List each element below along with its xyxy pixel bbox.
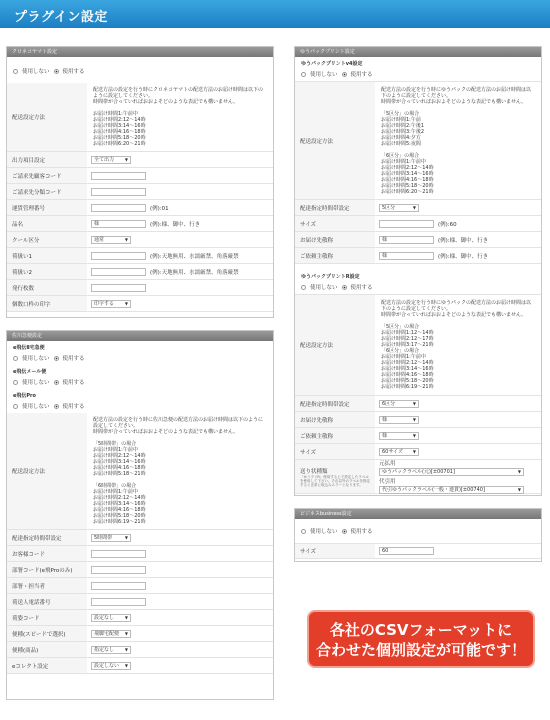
sagawa-desc: 配送方法の設定を行う時に佐川急便の配送方法のお届け時間は以下のように設定してください。 時間帯が合っていればおおよそどのような表記でも構いません。 「5時間帯」の場合 お届け時間1:午前中 お届け時間2:12〜14時 お届け時間3:14〜16時 お届け時間4:16〜18時 お届け時間5:18〜21時 「6時間帯」の場合 お届け時間1:午前中 お届け時間2:12〜14時 お届け時間3:14〜16時 お届け時間4:16〜18時 お届け時間5:18〜20時 お届け時間6:19〜21時 — [93, 417, 264, 525]
sagawa-row — [7, 658, 273, 674]
kuroneko-on-radio[interactable] — [54, 69, 59, 74]
yupack-v4-on-radio[interactable] — [342, 72, 347, 77]
sagawa-label: 荷姿コード — [7, 610, 87, 625]
sagawa-group-heading: e飛伝Pro — [13, 393, 36, 399]
kuroneko-label: 品名 — [7, 216, 87, 231]
sagawa-group-heading: e飛伝Ⅱ宅急便 — [13, 345, 45, 351]
sagawa-panel: 佐川急便設定 e飛伝Ⅱ宅急便 使用しない 使用する e飛伝メール便 使用しない 使用する e飛伝Pro 使用しない 使用する 配送設定方法 配送方法の設定を行う時に佐川急便の配送方法のお届け時間は以下のように設定してください。 時間帯が合っていればおおよそどのような表記でも構いません。 「5時間帯」の場合 お届け時間1:午前中 お届け時間2:12〜14時 お届け時間3:14〜16時 お届け時間4:16〜18時 お届け時間5:18〜21時 「6時間帯」の場合 お届け時間1:午前中 お届け時間2:12〜14時 お届け時間3:14〜16時 お届け時間4:16〜18時 お届け時間5:18〜20時 お届け時間6:19〜21時 配達指定時間帯設定 5時間帯 ▼ お客様コード 部署コード(e飛Proのみ) 部署・担当者 荷送人電話番号 荷姿コード 設定なし ▼ 便種(スピードで選択) 飛脚宅配便 ▼ 便種(商品) 指定なし ▼ eコレクト設定 設定しない ▼ — [6, 330, 274, 700]
business-title: ビジネスbusiness設定 — [295, 509, 541, 519]
kuroneko-row — [7, 152, 273, 168]
kuroneko-label: 運賃管理番号 — [7, 200, 87, 215]
yupack-v4-desc: 配送方法の設定を行う時にゆうパックの配送方法のお届け時間は以下のように設定してください。 時間帯が合っていればおおよそどのような表記でも構いません。 「5区分」の場合 お届け時間1:午前 お届け時間2:午後1 お届け時間3:午後2 お届け時間4:夕方 お届け時間5:夜間 「6区分」の場合 お届け時間1:午前中 お届け時間2:12〜14時 お届け時間3:14〜16時 お届け時間4:16〜18時 お届け時間5:18〜20時 お届け時間6:20〜21時 — [381, 86, 532, 195]
yupack-panel: ゆうパックプリント設定 ゆうパックプリントv4設定 使用しない 使用する 配送設定方法 配送方法の設定を行う時にゆうパックの配送方法のお届け時間は以下のように設定してください。 時間帯が合っていればおおよそどのような表記でも構いません。 「5区分」の場合 お届け時間1:午前 お届け時間2:午後1 お届け時間3:午後2 お届け時間4:夕方 お届け時間5:夜間 「6区分」の場合 お届け時間1:午前中 お届け時間2:12〜14時 お届け時間3:14〜16時 お届け時間4:16〜18時 お届け時間5:18〜20時 お届け時間6:20〜21時 配達指定時間帯設定 5区分 ▼ サイズ (例):60 お届け先敬称 様 (例):様、御中、行き ご依頼主敬称 様 (例):様、御中、行き ゆうパックプリントR設定 使用しない 使用する 配送設定方法 配送方法の設定を行う時にゆうパックの配送方法のお届け時間は以下のように設定してください。 時間帯が合っていればおおよそどのような表記でも構いません。 「5区分」の場合 お届け時間1:12〜14時 お届け時間2:12〜17時 お届け時間3:17〜21時 「6区分」の場合 お届け時間1:午前中 お届け時間2:12〜14時 お届け時間3:14〜16時 お届け時間4:16〜18時 お届け時間5:18〜20時 お届け時間6:19〜21時 配達指定時間帯設定 6区分 ▼ お届け先敬称 様 ▼ ご依頼主敬称 様 ▼ サイズ 60サイズ ▼ 送り状種類 「ゆうプリR」使用する上で設定したラベルを使用して下さい。それ以外のラベルを指定すると正常に取込みエラーとなります。 元払用 ゆうパックラベル(元)[±00701] ▼ 代引用 代引ゆうパックラベル(一般・連貫)[±00740] ▼ — [294, 46, 542, 496]
kuroneko-row — [7, 83, 273, 152]
sagawa-select[interactable]: 設定なし ▼ — [91, 614, 131, 622]
yupack-v4-select[interactable]: 5区分 ▼ — [379, 204, 419, 212]
sagawa-off-radio[interactable] — [13, 404, 18, 409]
sagawa-input[interactable] — [91, 550, 146, 558]
yupack-v4-row — [295, 232, 541, 248]
yupack-v4-row — [295, 248, 541, 264]
sagawa-select[interactable]: 指定なし ▼ — [91, 646, 131, 654]
kuroneko-row — [7, 232, 273, 248]
motobarai-select[interactable]: ゆうパックラベル(元)[±00701] ▼ — [379, 468, 524, 476]
sagawa-title: 佐川急便設定 — [7, 331, 273, 341]
daibiki-select[interactable]: 代引ゆうパックラベル(一般・連貫)[±00740] ▼ — [379, 486, 524, 494]
sagawa-group-heading: e飛伝メール便 — [13, 369, 47, 375]
kuroneko-select[interactable]: 通常 ▼ — [91, 236, 131, 244]
sagawa-off-radio[interactable] — [13, 380, 18, 385]
yupack-v4-label: ご依頼主敬称 — [295, 248, 375, 263]
kuroneko-row — [7, 216, 273, 232]
yupack-r-off-radio[interactable] — [301, 285, 306, 290]
yupack-r-label: 配達指定時間帯設定 — [295, 396, 375, 411]
sagawa-select[interactable]: 5時間帯 ▼ — [91, 534, 131, 542]
yupack-v4-off-radio[interactable] — [301, 72, 306, 77]
kuroneko-select[interactable]: 印字する ▼ — [91, 300, 131, 308]
page-title: プラグイン設定 — [14, 10, 108, 25]
sagawa-on-radio[interactable] — [54, 404, 59, 409]
kuroneko-row — [7, 264, 273, 280]
business-panel: ビジネスbusiness設定 使用しない 使用する サイズ 60 — [294, 508, 542, 562]
sagawa-select[interactable]: 飛脚宅配便 ▼ — [91, 630, 131, 638]
yupack-send-row: 送り状種類 「ゆうプリR」使用する上で設定したラベルを使用して下さい。それ以外のラベルを指定すると正常に取込みエラーとなります。 元払用 ゆうパックラベル(元)[±00701] ▼ 代引用 代引ゆうパックラベル(一般・連貫)[±00740] ▼ — [295, 460, 541, 494]
sagawa-row — [7, 562, 273, 578]
sagawa-row — [7, 642, 273, 658]
kuroneko-note: (例):天地無用、水濡厳禁、角落厳禁 — [150, 253, 239, 260]
kuroneko-note: (例):01 — [150, 205, 169, 212]
kuroneko-label: ご請求先分類コード — [7, 184, 87, 199]
sagawa-label: 配達指定時間帯設定 — [7, 530, 87, 545]
sagawa-row — [7, 413, 273, 530]
yupack-v4-input[interactable]: 様 — [379, 252, 434, 260]
sagawa-label: 便種(スピードで選択) — [7, 626, 87, 641]
yupack-v4-input[interactable] — [379, 220, 434, 228]
kuroneko-input[interactable] — [91, 188, 146, 196]
kuroneko-row — [7, 296, 273, 312]
kuroneko-label: 発行枚数 — [7, 280, 87, 295]
yupack-v4-heading: ゆうパックプリントv4設定 — [301, 61, 363, 67]
kuroneko-row — [7, 184, 273, 200]
kuroneko-panel: クロネコヤマト設定 使用しない 使用する 配送設定方法 配送方法の設定を行う時にクロネコヤマトの配送方法のお届け時間は以下のように設定してください。 時間帯が合っていればおおよそどのような表記でも構いません。 お届け時間1:午前中 お届け時間2:12〜14時 お届け時間3:14〜16時 お届け時間4:16〜18時 お届け時間5:18〜20時 お届け時間6:20〜21時 出力項目設定 全て出力 ▼ ご請求先顧客コード ご請求先分類コード 運賃管理番号 (例):01 品名 様 (例):様、御中、行き クール区分 通常 ▼ 荷扱い1 (例):天地無用、水濡厳禁、角落厳禁 荷扱い2 (例):天地無用、水濡厳禁、角落厳禁 発行枚数 個数口枠の印字 印字する ▼ — [6, 46, 274, 318]
kuroneko-input[interactable] — [91, 284, 146, 292]
sagawa-label: 配送設定方法 — [7, 413, 87, 529]
yupack-r-select[interactable]: 様 ▼ — [379, 432, 419, 440]
sagawa-row — [7, 594, 273, 610]
kuroneko-input[interactable] — [91, 172, 146, 180]
kuroneko-row — [7, 168, 273, 184]
yupack-r-heading: ゆうパックプリントR設定 — [301, 274, 360, 280]
yupack-v4-row — [295, 216, 541, 232]
sagawa-off-radio[interactable] — [13, 356, 18, 361]
yupack-r-row — [295, 412, 541, 428]
yupack-r-select[interactable]: 60サイズ ▼ — [379, 448, 419, 456]
yupack-send-note: 「ゆうプリR」使用する上で設定したラベルを使用して下さい。それ以外のラベルを指定すると正常に取込みエラーとなります。 — [300, 474, 370, 487]
yupack-r-label: ご依頼主敬称 — [295, 428, 375, 443]
sagawa-input[interactable] — [91, 582, 146, 590]
sagawa-label: 部署・担当者 — [7, 578, 87, 593]
yupack-r-desc: 配送方法の設定を行う時にゆうパックの配送方法のお届け時間は以下のように設定してください。 時間帯が合っていればおおよそどのような表記でも構いません。 「5区分」の場合 お届け時間1:12〜14時 お届け時間2:12〜17時 お届け時間3:17〜21時 「6区分」の場合 お届け時間1:午前中 お届け時間2:12〜14時 お届け時間3:14〜16時 お届け時間4:16〜18時 お届け時間5:18〜20時 お届け時間6:19〜21時 — [381, 300, 532, 390]
yupack-v4-note: (例):様、御中、行き — [438, 237, 489, 244]
yupack-v4-note: (例):60 — [438, 221, 457, 228]
sagawa-row — [7, 610, 273, 626]
sagawa-row — [7, 546, 273, 562]
kuroneko-desc: 配送方法の設定を行う時にクロネコヤマトの配送方法のお届け時間は以下のように設定してください。 時間帯が合っていればおおよそどのような表記でも構いません。 お届け時間1:午前中 お届け時間2:12〜14時 お届け時間3:14〜16時 お届け時間4:16〜18時 お届け時間5:18〜20時 お届け時間6:20〜21時 — [93, 87, 264, 147]
yupack-r-row — [295, 396, 541, 412]
sagawa-input[interactable] — [91, 566, 146, 574]
yupack-v4-delivery-row: 配送設定方法 配送方法の設定を行う時にゆうパックの配送方法のお届け時間は以下のように設定してください。 時間帯が合っていればおおよそどのような表記でも構いません。 「5区分」の場合 お届け時間1:午前 お届け時間2:午後1 お届け時間3:午後2 お届け時間4:夕方 お届け時間5:夜間 「6区分」の場合 お届け時間1:午前中 お届け時間2:12〜14時 お届け時間3:14〜16時 お届け時間4:16〜18時 お届け時間5:18〜20時 お届け時間6:20〜21時 — [295, 81, 541, 200]
yupack-v4-row — [295, 200, 541, 216]
kuroneko-note: (例):様、御中、行き — [150, 221, 201, 228]
yupack-r-row — [295, 428, 541, 444]
sagawa-label: お客様コード — [7, 546, 87, 561]
kuroneko-input[interactable] — [91, 268, 146, 276]
kuroneko-select[interactable]: 全て出力 ▼ — [91, 156, 131, 164]
page-header — [0, 0, 550, 28]
yupack-v4-input[interactable]: 様 — [379, 236, 434, 244]
business-on-radio[interactable] — [342, 529, 347, 534]
kuroneko-row — [7, 280, 273, 296]
kuroneko-title: クロネコヤマト設定 — [7, 47, 273, 57]
business-size-input[interactable]: 60 — [379, 547, 434, 555]
sagawa-on-radio[interactable] — [54, 356, 59, 361]
promo-banner — [307, 610, 535, 668]
kuroneko-label: ご請求先顧客コード — [7, 168, 87, 183]
sagawa-row — [7, 626, 273, 642]
yupack-r-label: サイズ — [295, 444, 375, 459]
sagawa-row — [7, 530, 273, 546]
kuroneko-label: 個数口枠の印字 — [7, 296, 87, 311]
kuroneko-input[interactable] — [91, 204, 146, 212]
sagawa-row — [7, 578, 273, 594]
yupack-r-select[interactable]: 様 ▼ — [379, 416, 419, 424]
yupack-v4-note: (例):様、御中、行き — [438, 253, 489, 260]
yupack-r-delivery-row: 配送設定方法 配送方法の設定を行う時にゆうパックの配送方法のお届け時間は以下のように設定してください。 時間帯が合っていればおおよそどのような表記でも構いません。 「5区分」の場合 お届け時間1:12〜14時 お届け時間2:12〜17時 お届け時間3:17〜21時 「6区分」の場合 お届け時間1:午前中 お届け時間2:12〜14時 お届け時間3:14〜16時 お届け時間4:16〜18時 お届け時間5:18〜20時 お届け時間6:19〜21時 — [295, 294, 541, 396]
kuroneko-off-radio[interactable] — [13, 69, 18, 74]
sagawa-label: 便種(商品) — [7, 642, 87, 657]
sagawa-select[interactable]: 設定しない ▼ — [91, 662, 131, 670]
sagawa-label: eコレクト設定 — [7, 658, 87, 673]
sagawa-label: 荷送人電話番号 — [7, 594, 87, 609]
kuroneko-input[interactable] — [91, 252, 146, 260]
yupack-v4-label: 配達指定時間帯設定 — [295, 200, 375, 215]
kuroneko-row — [7, 200, 273, 216]
kuroneko-row — [7, 248, 273, 264]
sagawa-input[interactable] — [91, 598, 146, 606]
sagawa-label: 部署コード(e飛Proのみ) — [7, 562, 87, 577]
yupack-v4-label: サイズ — [295, 216, 375, 231]
kuroneko-label: 荷扱い2 — [7, 264, 87, 279]
yupack-r-on-radio[interactable] — [342, 285, 347, 290]
kuroneko-label: 出力項目設定 — [7, 152, 87, 167]
kuroneko-label: 配送設定方法 — [7, 83, 87, 151]
kuroneko-note: (例):天地無用、水濡厳禁、角落厳禁 — [150, 269, 239, 276]
promo-text: 各社のCSVフォーマットに 合わせた個別設定が可能です！ — [315, 621, 526, 659]
yupack-r-label: お届け先敬称 — [295, 412, 375, 427]
kuroneko-label: クール区分 — [7, 232, 87, 247]
kuroneko-input[interactable]: 様 — [91, 220, 146, 228]
business-off-radio[interactable] — [301, 529, 306, 534]
yupack-v4-label: お届け先敬称 — [295, 232, 375, 247]
kuroneko-label: 荷扱い1 — [7, 248, 87, 263]
sagawa-on-radio[interactable] — [54, 380, 59, 385]
yupack-title: ゆうパックプリント設定 — [295, 47, 541, 57]
yupack-r-select[interactable]: 6区分 ▼ — [379, 400, 419, 408]
